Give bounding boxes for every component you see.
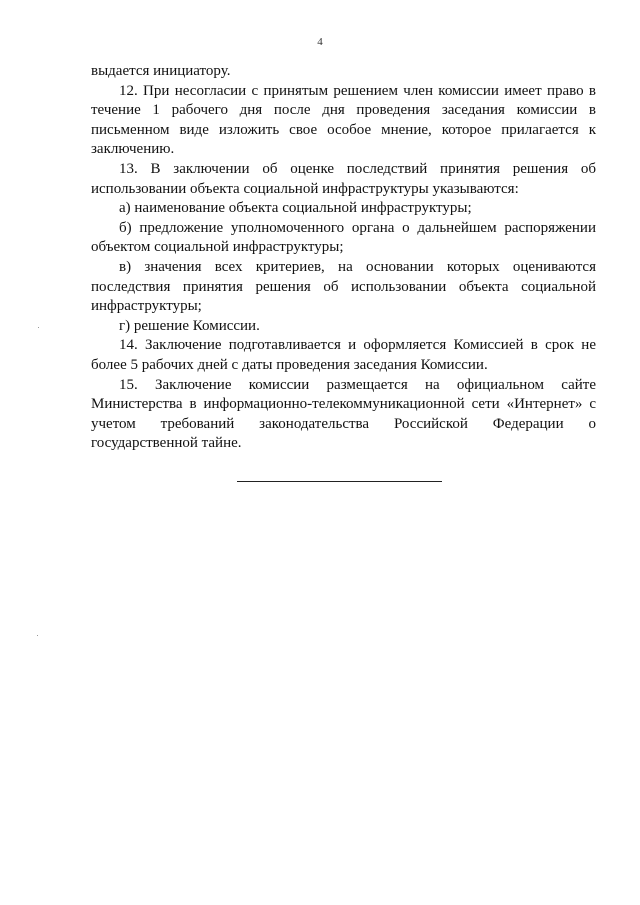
paragraph-14: 14. Заключение подготавливается и оформляется Комиссией в срок не более 5 рабочих дней с даты проведения заседания Комиссии. [91, 337, 596, 373]
paragraph-continuation: выдается инициатору. [91, 63, 231, 79]
scan-speck [38, 327, 39, 328]
list-item-c: в) значения всех критериев, на основании которых оцениваются последствия принятия решения об использовании объекта социальной инфраструктуры; [91, 258, 596, 315]
paragraph-15: 15. Заключение комиссии размещается на официальном сайте Министерства в информационно-телекоммуникационной сети «Интернет» с учетом требований законодательства Российской Федерации о государственной тайне. [91, 376, 596, 452]
end-separator-line [237, 481, 442, 482]
list-item-a: а) наименование объекта социальной инфраструктуры; [119, 200, 472, 217]
document-body [91, 62, 596, 454]
page-number: 4 [317, 36, 323, 48]
list-item-d: г) решение Комиссии. [119, 317, 260, 334]
scan-speck [37, 635, 38, 636]
paragraph-13: 13. В заключении об оценке последствий принятия решения об использовании объекта социальной инфраструктуры указываются: [91, 160, 596, 197]
list-item-b: б) предложение уполномоченного органа о дальнейшем распоряжении объектом социальной инфраструктуры; [91, 219, 596, 256]
paragraph-12: 12. При несогласии с принятым решением член комиссии имеет право в течение 1 рабочего дня после дня проведения заседания комиссии в письменном виде изложить свое особое мнение, которое прилагается к заключению. [91, 82, 596, 158]
